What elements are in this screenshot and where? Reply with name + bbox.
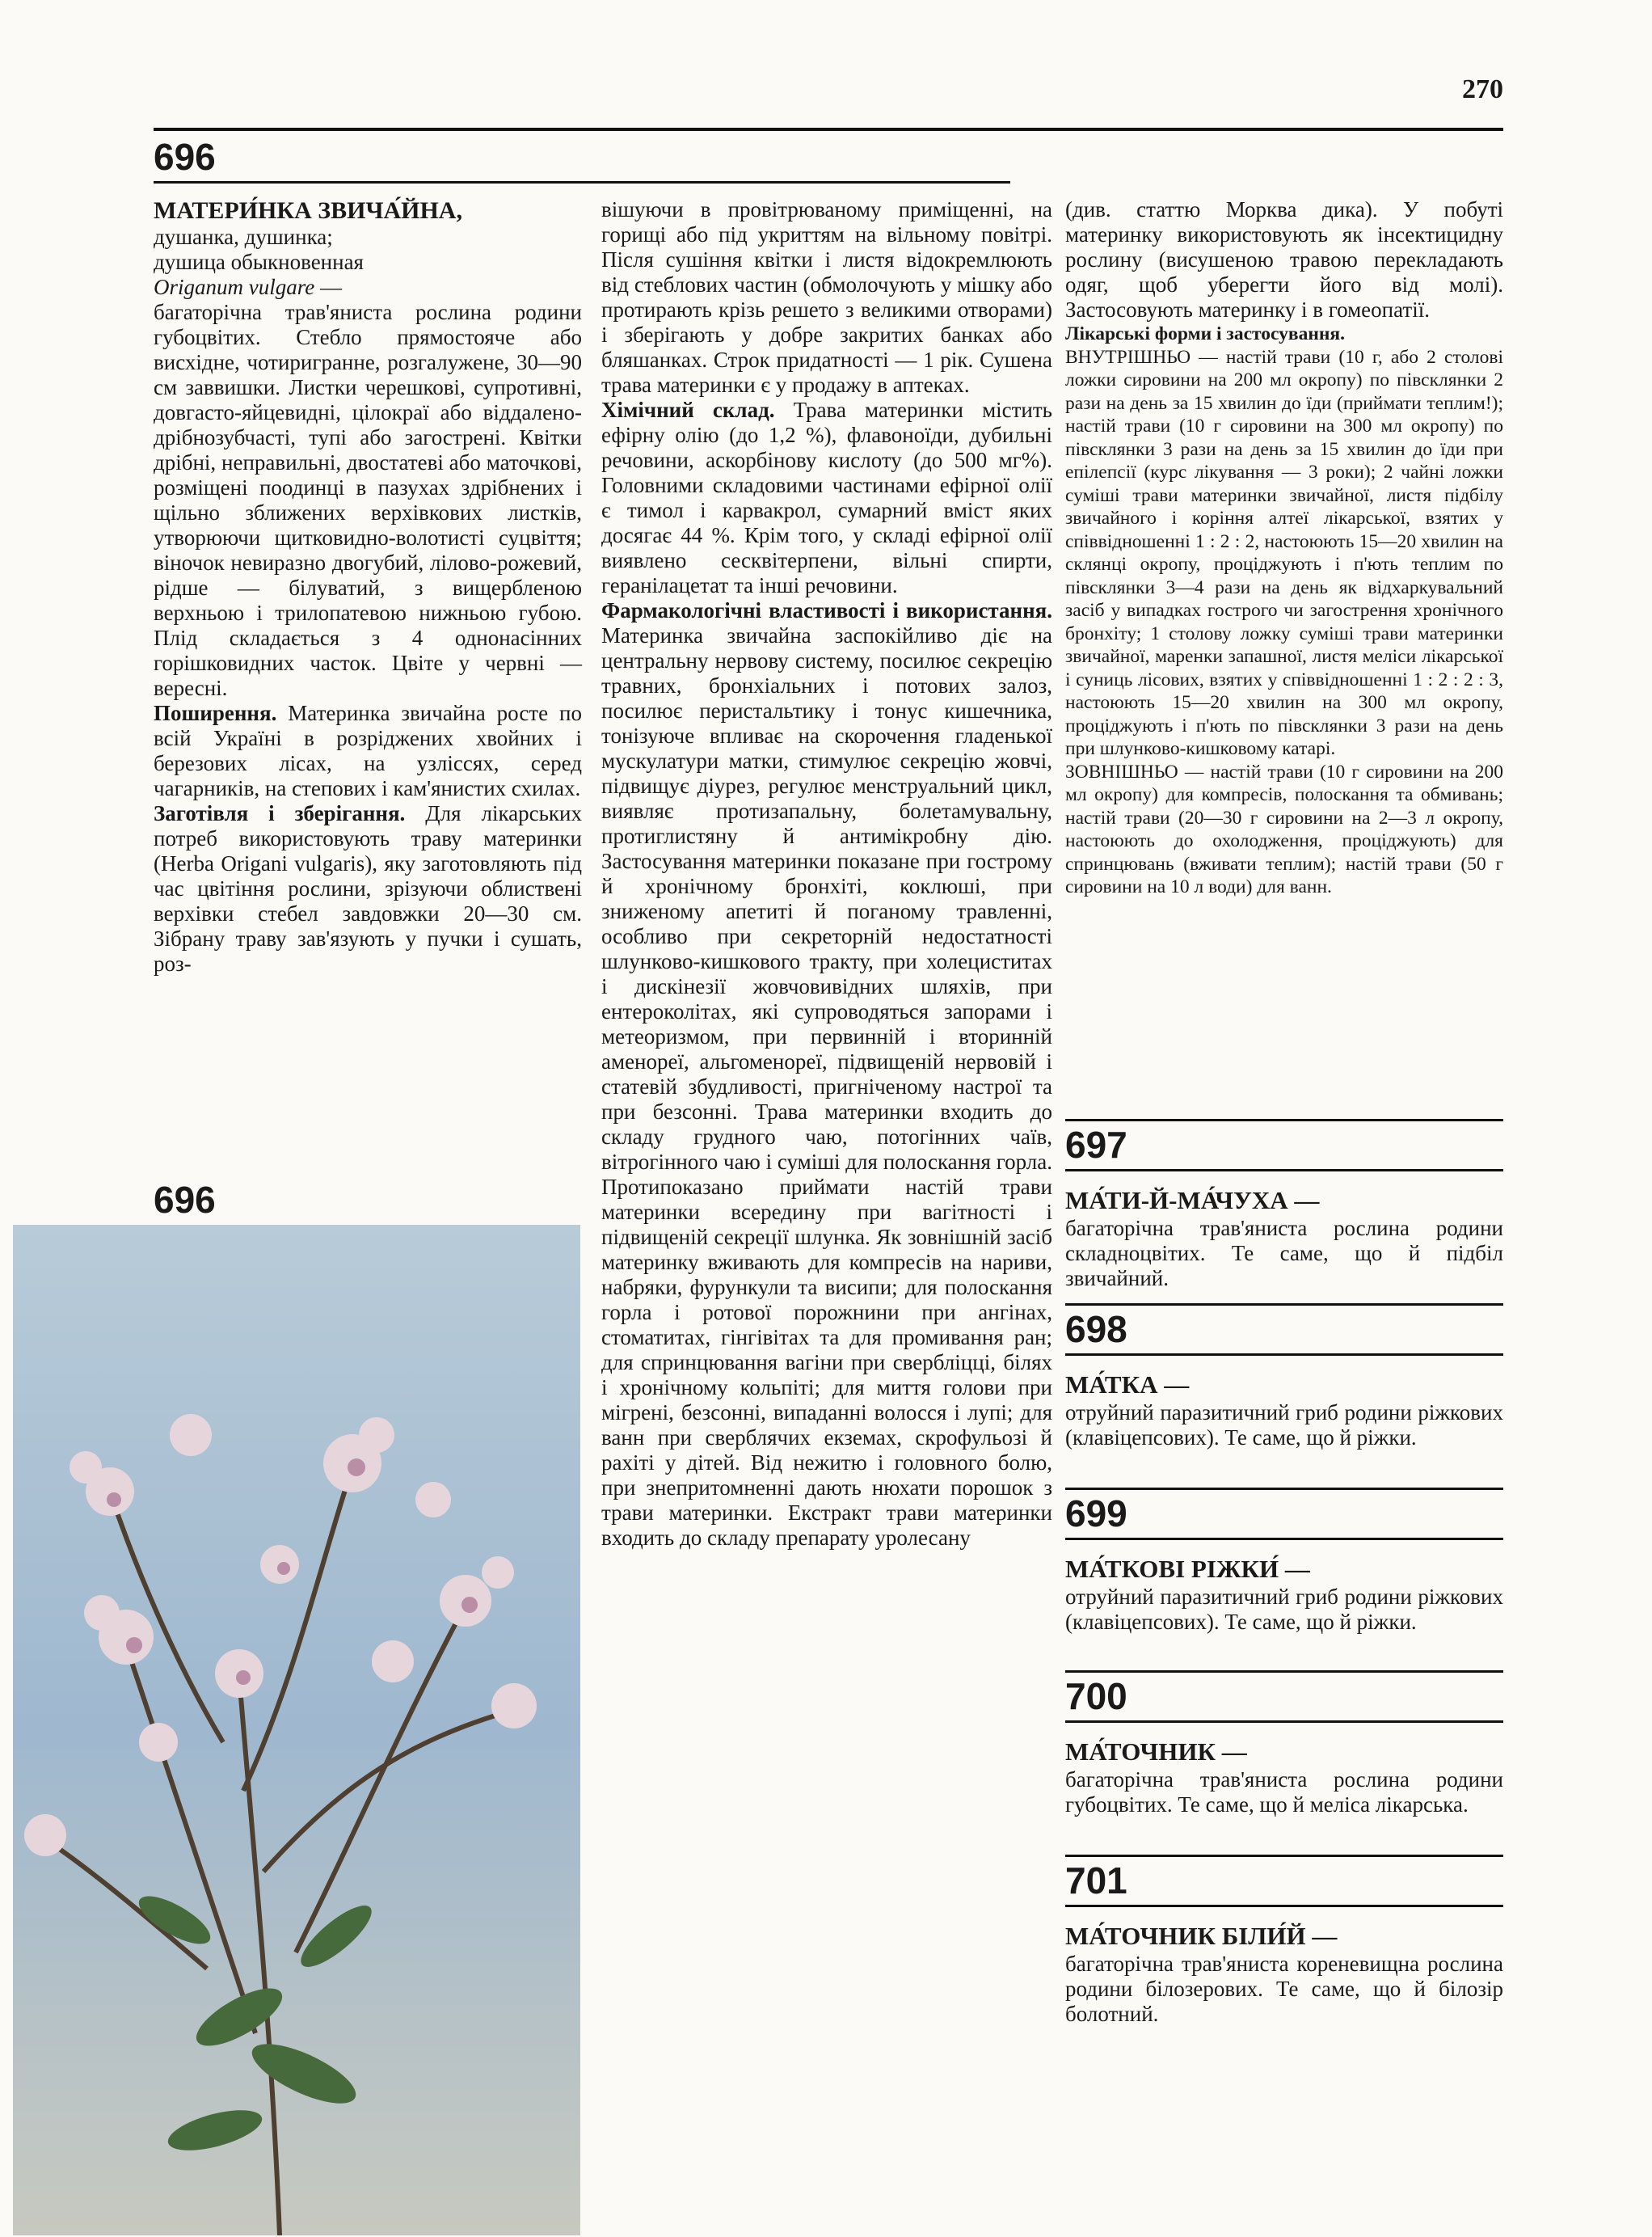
plant-photo: [13, 1225, 580, 2235]
entry-rule-700: [1065, 1670, 1503, 1673]
section-label-spread: Поширення.: [154, 701, 277, 725]
entry-rule-699: [1065, 1488, 1503, 1490]
section-label-chemistry: Хімічний склад.: [601, 398, 775, 422]
oregano-illustration: [13, 1225, 580, 2235]
header-rule: [154, 128, 1503, 131]
section-harvest: Для лікарських потреб використовують траву материнки (Herba Origani vulgaris), яку заготовляють під час цвітіння рослини, зрізуючи облиствені верхівки стебел завдовжки 20—30 см. Зібрану траву зав'язують у пучки і сушать, роз-: [154, 801, 582, 976]
entry-number-699: 699: [1065, 1492, 1127, 1534]
page-number: 270: [1462, 74, 1503, 104]
entry-rule-697: [1065, 1119, 1503, 1121]
entry-subrule-700: [1065, 1720, 1503, 1723]
entry-latin-name: Origanum vulgare: [154, 275, 315, 299]
entry-body-701: багаторічна трав'яниста кореневищна рослина родини білозерових. Те саме, що й білозір болотний.: [1065, 1952, 1503, 2026]
entry-title-700: МА́ТОЧНИК —: [1065, 1737, 1247, 1766]
column-1: [154, 197, 582, 977]
entry-russian-name: душица обыкновенная: [154, 250, 364, 274]
entry-subrule-699: [1065, 1538, 1503, 1540]
section-harvest-cont: вішуючи в провітрюваному приміщенні, на горищі або під укриттям на вільному повітрі. Після сушіння квітки і листя відокремлюють від стеблових частин (обмолочують у мішку або протирають крізь решето з великими отворами) і зберігають у добре закритих банках або бляшанках. Строк придатності — 1 рік. Сушена трава материнки є у продажу в аптеках.: [601, 197, 1052, 397]
entry-body-698: отруйний паразитичний гриб родини ріжкових (клавіцепсових). Те саме, що й ріжки.: [1065, 1400, 1503, 1450]
column-3: [1065, 197, 1503, 899]
entry-title-698: МА́ТКА —: [1065, 1370, 1190, 1399]
section-spread: Материнка звичайна росте по всій Україні в розріджених хвойних і березових лісах, на узліссях, серед чагарників, на степових і кам'янистих схилах.: [154, 701, 582, 800]
entry-subrule-697: [1065, 1169, 1503, 1171]
entry-number-696: 696: [154, 136, 216, 178]
entry-body-697: багаторічна трав'яниста рослина родини складноцвітих. Те саме, що й підбіл звичайний.: [1065, 1216, 1503, 1290]
entry-subrule-701: [1065, 1905, 1503, 1907]
entry-number-697: 697: [1065, 1124, 1127, 1166]
entry-rule-696: [154, 181, 1010, 184]
section-pharmacology: Материнка звичайна заспокійливо діє на центральну нервову систему, посилює секрецію травних, бронхіальних і потових залоз, посилює перистальтику і тонус кишечника, тонізуюче впливає на скорочення гладенької мускулатури матки, стимулює секрецію жовчі, підвищує діурез, регулює менструальний цикл, виявляє протизапальну, болетамувальну, протиглистяну й антимікробну дію. Застосування материнки показане при гострому й хронічному бронхіті, коклюші, при зниженому апетиті й поганому травленні, особливо при секреторній недостатності шлунково-кишкового тракту, при холециститах і дискінезії жовчовивідних шляхів, при ентероколітах, які супроводяться запорами і метеоризмом, при первинній і вторинній аменореї, альгоменореї, підвищеній нервовій і статевій збудливості, пригніченому настрої та при безсонні. Трава материнки входить до складу грудного чаю, потогінних чаїв, вітрогінного чаю і суміші для полоскання горла. Протипоказано приймати настій трави материнки всередину при вагітності і підвищеній секреції шлунка. Як зовнішній засіб материнку вживають для компресів на нариви, набряки, фурункули та висипи; для полоскання горла і ротової порожнини при ангінах, стоматитах, гінгівітах та для промивання ран; для спринцювання вагіни при свербліцці, білях і хронічному кольпіті; для миття голови при мігрені, безсонні, випаданні волосся і лупі; для ванн при сверблячих екземах, скрофульозі й рахіті у дітей. Від нежитю і головного болю, при знепритомненні дають нюхати порошок з трави материнки. Екстракт трави материнки входить до складу препарату уролесану: [601, 623, 1052, 1550]
column-2: [601, 197, 1052, 1551]
entry-rule-701: [1065, 1855, 1503, 1857]
entry-title-699: МА́ТКОВІ РІЖКИ́ —: [1065, 1555, 1310, 1583]
section-chemistry: Трава материнки містить ефірну олію (до 1,2 %), флавоноїди, дубильні речовини, аскорбінову кислоту (до 500 мг%). Головними складовими частинами ефірної олії є тимол і карвакрол, сумарний вміст яких досягає 44 %. Крім того, у складі ефірної олії виявлено сесквітерпени, вільні спирти, геранілацетат та інші речовини.: [601, 398, 1052, 597]
entry-title-697: МА́ТИ-Й-МА́ЧУХА —: [1065, 1186, 1320, 1214]
entry-number-701: 701: [1065, 1859, 1127, 1901]
entry-body-699: отруйний паразитичний гриб родини ріжкових (клавіцепсових). Те саме, що й ріжки.: [1065, 1585, 1503, 1634]
entry-description: багаторічна трав'яниста рослина родини губоцвітих. Стебло прямостояче або висхідне, чотиригранне, розгалужене, 30—90 см заввишки. Листки черешкові, супротивні, довгасто-яйцевидні, цілокраї або віддалено-дрібнозубчасті, тупі або загострені. Квітки дрібні, неправильні, двостатеві або маточкові, розміщені поодинці в пазухах здрібнених і щільно зближених верхівкових листків, утворюючи щитковидно-волотисті суцвіття; віночок невиразно двогубий, лілово-рожевий, рідше — білуватий, з вищербленою верхньою і трилопатевою нижньою губою. Плід складається з 4 однонасінних горішковидних часток. Цвіте у червні — вересні.: [154, 300, 582, 700]
entry-rule-698: [1065, 1303, 1503, 1306]
entry-title: МАТЕРИ́НКА ЗВИЧА́ЙНА,: [154, 197, 462, 224]
entry-subrule-698: [1065, 1353, 1503, 1356]
figure-number: 696: [154, 1179, 216, 1221]
entry-title-701: МА́ТОЧНИК БІЛИ́Й —: [1065, 1922, 1338, 1950]
entry-number-698: 698: [1065, 1308, 1127, 1350]
entry-body-700: багаторічна трав'яниста рослина родини губоцвітих. Те саме, що й меліса лікарська.: [1065, 1767, 1503, 1817]
section-forms-internal: ВНУТРІШНЬО — настій трави (10 г, або 2 столові ложки сировини на 200 мл окропу) по півсклянки 2 рази на день за 15 хвилин до їди (приймати теплим!); настій трави (10 г сировини на 300 мл окропу) по півсклянки 3 рази на день за 15 хвилин до їди при епілепсії (курс лікування — 3 роки); 2 чайні ложки суміші трави материнки звичайної, листя підбілу звичайного і коріння алтеї лікарської, взятих у співвідношенні 1 : 2 : 2, настоюють 15—20 хвилин на склянці окропу, проціджують і п'ють теплим по півсклянки 3—4 рази на день як відхаркувальний засіб у випадках гострого чи загострення хронічного бронхіту; 1 столову ложку суміші трави материнки звичайної, маренки запашної, листя меліси лікарської і суниць лісових, взятих у співвідношенні 1 : 2 : 2 : 3, настоюють 15—20 хвилин на 300 мл окропу, проціджують і п'ють по півсклянки 3 рази на день при шлунково-кишковому катарі.: [1065, 346, 1503, 759]
entry-dash: —: [314, 275, 342, 299]
section-label-harvest: Заготівля і зберігання.: [154, 801, 406, 825]
section-usage-cont: (див. статтю Морква дика). У побуті материнку використовують як інсектицидну рослину (висушеною травою перекладають одяг, щоб уберегти його від молі). Застосовують материнку і в гомеопатії.: [1065, 197, 1503, 322]
section-forms-external: ЗОВНІШНЬО — настій трави (10 г сировини на 200 мл окропу) для компресів, полоскання та обмивань; настій трави (20—30 г сировини на 2—3 л окропу, настоюють до охолодження, проціджують) для спринцювань (вживати теплим); настій трави (50 г сировини на 10 л води) для ванн.: [1065, 761, 1503, 897]
entry-synonyms: душанка, душинка;: [154, 225, 333, 249]
section-label-forms: Лікарські форми і застосування.: [1065, 323, 1345, 344]
entry-number-700: 700: [1065, 1675, 1127, 1717]
section-label-pharmacology: Фармакологічні властивості і використання.: [601, 598, 1052, 623]
